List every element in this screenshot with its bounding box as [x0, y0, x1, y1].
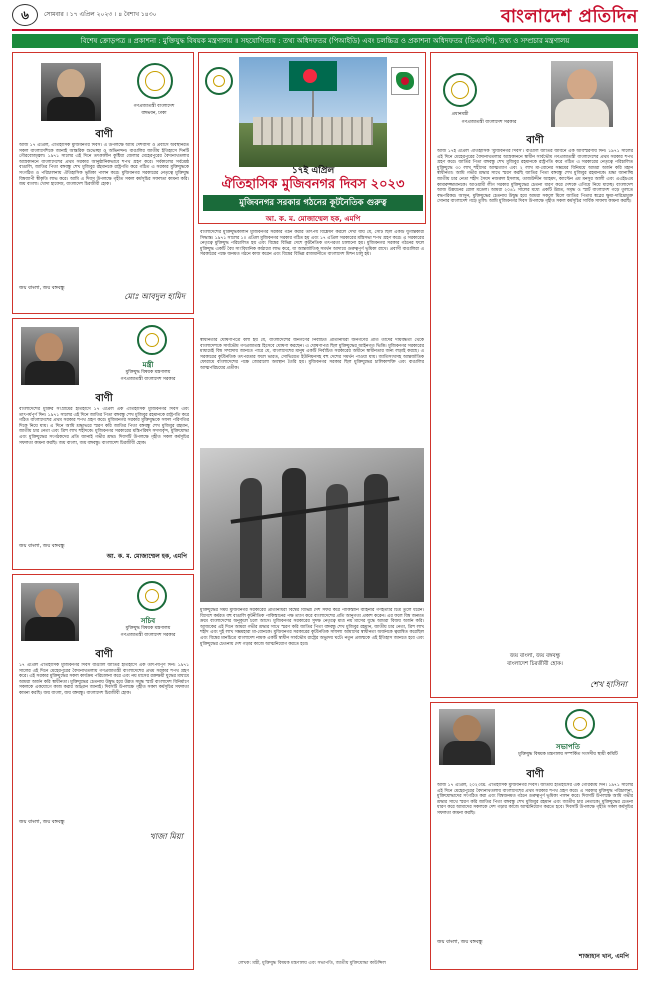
pm-seal-label: প্রধানমন্ত্রী: [451, 112, 469, 117]
office-label: বঙ্গভবন, ঢাকা: [141, 111, 167, 116]
article-paragraph-3: মুক্তিযুদ্ধের সময় মুজিবনগর সরকারের প্রতিনিধিরা বিশ্বের বিভিন্ন দেশ সফর করে পাকিস্তানি বাহিনীর গণহত্যার চিত্র তুলে ধরেন। বিদেশে কর্মরত বহু বাঙালি কূটনীতিক পাকিস্তানের পক্ষ ত্যাগ করে বাংলাদেশের প্রতি আনুগত্য প্রকাশ করেন। এর ফলে বিশ্ব জনমত ক্রমে বাংলাদেশের অনুকূলে চলে আসে। মুজিবনগর সরকারের সুদক্ষ নেতৃত্বে মাত্র নয় মাসের যুদ্ধে আমরা বিজয় অর্জন করি। আজকের এই দিনে আমরা গভীর শ্রদ্ধার সাথে স্মরণ করি জাতির পিতা বঙ্গবন্ধু শেখ মুজিবুর রহমান, জাতীয় চার নেতা, ত্রিশ লাখ শহীদ এবং দুই লাখ সম্ভ্রমহারা মা-বোনকে। মুজিবনগর সরকারের কূটনৈতিক সাফল্য আমাদের স্বাধীনতা অর্জনকে ত্বরান্বিত করেছিল এবং বিশ্বের মানচিত্রে বাংলাদেশ নামক একটি স্বাধীন সার্বভৌম রাষ্ট্রের অভ্যুদয় ঘটে। নতুন প্রজন্মকে এই ইতিহাস জানতে হবে এবং মুক্তিযুদ্ধের চেতনায় দেশ গড়ার কাজে আত্মনিয়োগ করতে হবে।: [200, 608, 424, 647]
article-author: আ. ক. ম. মোজাম্মেল হক, এমপি: [265, 215, 361, 223]
hero-box: [198, 52, 426, 224]
president-signature: মোঃ আবদুল হামিদ: [124, 292, 185, 301]
mp-photo: [439, 709, 495, 765]
secretary-photo: [21, 583, 79, 641]
suit-shape: [47, 97, 95, 121]
mp-closing: জয় বাংলা, জয় বঙ্গবন্ধু: [437, 939, 483, 945]
minister-photo: [21, 327, 79, 385]
pm-heading: বাণী: [526, 135, 544, 146]
secretary-signature: খাজা মিয়া: [149, 832, 183, 841]
minister-body: বাংলাদেশের মুক্তির সংগ্রামের ইতিহাসে ১৭ এপ্রিল এক ঐতিহাসিক মুজিবনগর দিবস এবং তাৎপর্যপূর্ণ দিন। ১৯৭১ সালের এই দিনে জাতির পিতা বঙ্গবন্ধু শেখ মুজিবুর রহমানকে রাষ্ট্রপতি করে গঠিত বাংলাদেশের প্রথম সরকার শপথ গ্রহণ করে। মুজিবনগর সরকার মুক্তিযুদ্ধকে সফল পরিণতির দিকে নিয়ে যায়। এ দিনে আমি শ্রদ্ধাভরে স্মরণ করি জাতির পিতা বঙ্গবন্ধু শেখ মুজিবুর রহমান, জাতীয় চার নেতা এবং ত্রিশ লাখ শহীদকে। মুজিবনগর সরকারের মন্ত্রিপরিষদ সদস্যবৃন্দ, মুক্তিযোদ্ধা এবং মুক্তিযুদ্ধের সংগঠকদের প্রতি জানাই গভীর শ্রদ্ধা। দিবসটি উপলক্ষে গৃহীত সকল কর্মসূচির সফলতা কামনা করছি। জয় বাংলা, জয় বঙ্গবন্ধু। বাংলাদেশ চিরজীবী হোক।: [19, 407, 189, 446]
government-seal-icon: [205, 67, 233, 95]
supplement-banner: বিশেষ ক্রোড়পত্র ॥ প্রকাশনা : মুক্তিযুদ্ধ বিষয়ক মন্ত্রণালয় ॥ সহযোগিতায় : তথ্য অধিদফতর (পিআইডি) এবং চলচ্চিত্র ও প্রকাশনা অধিদফতর (ডিএফপি), তথ্য ও সম্প্রচার মন্ত্রণালয়: [12, 34, 638, 48]
president-closing: জয় বাংলা, জয় বঙ্গবন্ধু: [19, 285, 65, 291]
article-footer: লেখক: মন্ত্রী, মুক্তিযুদ্ধ বিষয়ক মন্ত্রণালয় এবং সভাপতি, জাতীয় মুক্তিযোদ্ধা কাউন্সিল: [238, 961, 386, 966]
freedom-fighters-photo: [200, 448, 424, 602]
secretary-ministry: মুক্তিযুদ্ধ বিষয়ক মন্ত্রণালয়: [125, 626, 171, 631]
figure-shape: [282, 468, 306, 598]
parliament-seal-icon: [565, 709, 595, 739]
mp-role: সভাপতি: [556, 743, 580, 751]
minister-ministry: মুক্তিযুদ্ধ বিষয়ক মন্ত্রণালয়: [125, 370, 171, 375]
mp-signature: শাজাহান খান, এমপি: [578, 953, 629, 960]
pm-republic: গণপ্রজাতন্ত্রী বাংলাদেশ সরকার: [461, 120, 517, 125]
page-number: ৬: [12, 4, 38, 26]
secretary-role: সচিব: [140, 617, 156, 625]
pm-signature: শেখ হাসিনা: [590, 680, 627, 689]
right-column: [430, 52, 638, 970]
president-heading: বাণী: [95, 129, 113, 140]
minister-heading: বাণী: [95, 393, 113, 404]
suit-shape: [25, 617, 75, 641]
face-shape: [453, 715, 481, 743]
ministry-seal-icon: [137, 325, 167, 355]
dateline: সোমবার । ১৭ এপ্রিল ২০২৩ । ৪ বৈশাখ ১৪৩০: [44, 11, 157, 18]
secretary-message-box: [12, 574, 194, 970]
newspaper-logo: বাংলাদেশ প্রতিদিন: [500, 6, 638, 27]
pm-seal-icon: [443, 73, 477, 107]
memorial-structure: [253, 117, 373, 145]
minister-signature: আ. ক. ম. মোজাম্মেল হক, এমপি: [106, 553, 187, 560]
president-seal-icon: [137, 63, 173, 99]
mp-body: আজ ১৭ এপ্রিল, ২০২৩খ্রি. ঐতিহাসিক মুজিবনগর দিবস। জাতীয় ইতিহাসের এক গৌরবময় দিন। ১৯৭১ সালের এই দিনে মেহেরপুরের বৈদ্যনাথতলায় বাংলাদেশের প্রথম সরকার শপথ গ্রহণ করে। এ সরকার মুক্তিযুদ্ধ পরিচালনা, মুক্তিযোদ্ধাদের সংগঠিত করা এবং বিশ্বজনমত গঠনে গুরুত্বপূর্ণ ভূমিকা পালন করে। দিবসটি উপলক্ষে আমি গভীর শ্রদ্ধার সাথে স্মরণ করি জাতির পিতা বঙ্গবন্ধু শেখ মুজিবুর রহমান এবং জাতীয় চার নেতাকে। মুক্তিযুদ্ধের চেতনা ধারণ করে আমাদের সকলকে দেশ গড়ার কাজে আত্মনিয়োগ করতে হবে। দিবসটি উপলক্ষে গৃহীত সকল কর্মসূচির সফলতা কামনা করছি।: [437, 783, 633, 816]
minister-republic: গণপ্রজাতন্ত্রী বাংলাদেশ সরকার: [120, 377, 176, 382]
pm-closing: জয় বাংলা, জয় বঙ্গবন্ধু বাংলাদেশ চিরজীবী হোক।: [507, 653, 563, 667]
mp-heading: বাণী: [526, 769, 544, 780]
secretary-closing: জয় বাংলা, জয় বঙ্গবন্ধু: [19, 819, 65, 825]
saree-shape: [555, 99, 609, 127]
masthead-rule: [12, 29, 638, 31]
face-shape: [57, 69, 85, 99]
ministry-seal-icon: [137, 581, 167, 611]
flag-icon: [289, 61, 337, 91]
figure-shape: [326, 484, 348, 598]
figure-shape: [240, 478, 262, 598]
map-dot: [401, 77, 409, 85]
figure-shape: [364, 474, 388, 598]
article-paragraph-2: স্বাধীনতার ঘোষণাপত্রে বলা হয় যে, বাংলাদেশের জনগণের নির্বাচিত প্রতিনিধিরা জনগণের প্রতি তাঁদের দায়বদ্ধতা থেকে বাংলাদেশকে সার্বভৌম গণপ্রজাতন্ত্র হিসেবে ঘোষণা করছেন। এ ঘোষণাপত্র ছিল মুক্তিযুদ্ধের আইনগত ভিত্তি। মুজিবনগর সরকারের মাধ্যমেই বিশ্ব সম্প্রদায় জানতে পারে যে, বাংলাদেশের মানুষ একটি নির্বাচিত সরকারের অধীনে স্বাধীনতার জন্য লড়াই করছে। এ সরকারের কূটনৈতিক তৎপরতার ফলে ভারত, সোভিয়েত ইউনিয়নসহ বহু দেশের সমর্থন পাওয়া যায়। জাতিসংঘসহ আন্তর্জাতিক ফোরামে বাংলাদেশের পক্ষে জোরালো অবস্থান তৈরি হয়। মুজিবনগর সরকার ছিল মুক্তিযুদ্ধের চালিকাশক্তি এবং বাঙালির আত্মপরিচয়ের প্রতীক।: [200, 338, 424, 371]
suit-shape: [25, 361, 75, 385]
article-paragraph-1: বাংলাদেশের মুক্তিযুদ্ধকালীন মুজিবনগর সরকার গঠন করার তাৎপর্য বিশ্লেষণ করলে দেখা যায় যে, সেটি ছিল একটি যুগান্তকারী সিদ্ধান্ত। ১৯৭১ সালের ১০ এপ্রিল মুজিবনগর সরকার গঠিত হয় এবং ১৭ এপ্রিল সরকারের মন্ত্রিসভা শপথ গ্রহণ করে। এ সরকারের নেতৃত্বে মুক্তিযুদ্ধ পরিচালিত হয় এবং বিশ্বের বিভিন্ন দেশে কূটনৈতিক তৎপরতা চালানো হয়। মুজিবনগর সরকার গঠনের ফলে মুক্তিযুদ্ধ একটি বৈধ সাংবিধানিক কাঠামো লাভ করে, যা আন্তর্জাতিক সমর্থন আদায়ে গুরুত্বপূর্ণ ভূমিকা রাখে। প্রবাসী বাঙালিরা এ সরকারের পক্ষে জনমত গঠনে কাজ করেন এবং বিশ্বের বিভিন্ন রাজধানীতে বাংলাদেশ মিশন চালু হয়।: [200, 230, 424, 258]
face-shape: [35, 333, 63, 363]
seal-label: গণপ্রজাতন্ত্রী বাংলাদেশ: [133, 104, 175, 109]
secretary-body: ১৭ এপ্রিল ঐতিহাসিক মুজিবনগর দিবস বাঙালি জাতির ইতিহাসে এক তাৎপর্যপূর্ণ দিন। ১৯৭১ সালের এই দিনে মেহেরপুরের বৈদ্যনাথতলায় গণপ্রজাতন্ত্রী বাংলাদেশের প্রথম সরকার শপথ গ্রহণ করে। এই সরকার মুক্তিযুদ্ধের সকল কার্যক্রম পরিচালনা করে এবং নয় মাসের রক্তক্ষয়ী যুদ্ধের মাধ্যমে আমরা অর্জন করি স্বাধীনতা। মুক্তিযুদ্ধের চেতনায় উদ্বুদ্ধ হয়ে উন্নত সমৃদ্ধ স্মার্ট বাংলাদেশ বিনির্মাণে সকলকে একযোগে কাজ করার আহ্বান জানাই। দিবসটি উপলক্ষে গৃহীত সকল কর্মসূচির সফলতা কামনা করছি। জয় বাংলা, জয় বঙ্গবন্ধু। বাংলাদেশ চিরজীবী হোক।: [19, 663, 189, 696]
main-headline: ঐতিহাসিক মুজিবনগর দিবস ২০২৩: [221, 177, 405, 192]
event-date: ১৭ই এপ্রিল: [291, 166, 335, 176]
article-title: মুজিবনগর সরকার গঠনের কূটনৈতিক গুরুত্ব: [203, 195, 423, 211]
center-column: [198, 52, 426, 970]
minister-message-box: [12, 318, 194, 570]
pm-body: আজ ১৭ই এপ্রিল ঐতিহাসিক 'মুজিবনগর দিবস'। বাঙালি জাতির জীবনে এক অবিস্মরণীয় দিন। ১৯৭১ সালের এই দিনে মেহেরপুরের বৈদ্যনাথতলার আম্রকাননে স্বাধীন সার্বভৌম গণপ্রজাতন্ত্রী বাংলাদেশের প্রথম সরকার শপথ গ্রহণ করে। জাতির পিতা বঙ্গবন্ধু শেখ মুজিবুর রহমানকে রাষ্ট্রপতি করে গঠিত এ সরকারের নেতৃত্বে পরিচালিত মুক্তিযুদ্ধে ৩০ লাখ শহীদের আত্মত্যাগ এবং ২ লাখ মা-বোনের সম্ভ্রমের বিনিময়ে আমরা অর্জন করি মহান স্বাধীনতা। আমি গভীর শ্রদ্ধার সাথে স্মরণ করছি জাতির পিতা বঙ্গবন্ধু শেখ মুজিবুর রহমানকে। শ্রদ্ধা জানাচ্ছি জাতীয় চার নেতা শহীদ সৈয়দ নজরুল ইসলাম, তাজউদ্দীন আহমদ, ক্যাপ্টেন এম মনসুর আলী এবং এএইচএম কামারুজ্জামানকে। আওয়ামী লীগ সরকার মুক্তিযুদ্ধের চেতনা ধারণ করে দেশকে এগিয়ে নিয়ে যাচ্ছে। বাংলাদেশ আজ উন্নয়নের রোল মডেল। আমরা ২০৪১ সালের মধ্যে একটি উন্নত, সমৃদ্ধ ও স্মার্ট বাংলাদেশ গড়ে তুলতে বদ্ধপরিকর। আসুন, মুক্তিযুদ্ধের চেতনায় উদ্বুদ্ধ হয়ে আমরা সকলে মিলে জাতির পিতার স্বপ্নের ক্ষুধা-দারিদ্র্যমুক্ত সোনার বাংলাদেশ গড়ে তুলি। আমি মুজিবনগর দিবস উপলক্ষে গৃহীত সকল কর্মসূচির সার্বিক সাফল্য কামনা করছি।: [437, 149, 633, 205]
mp-message-box: [430, 702, 638, 970]
president-photo: [41, 63, 101, 121]
pm-message-box: [430, 52, 638, 698]
left-column: [12, 52, 194, 970]
mp-committee: মুক্তিযুদ্ধ বিষয়ক মন্ত্রণালয় সম্পর্কিত সংসদীয় স্থায়ী কমিটি: [518, 752, 618, 757]
secretary-heading: বাণী: [95, 649, 113, 660]
suit-shape: [443, 741, 491, 765]
memorial-photo: [239, 57, 387, 167]
face-shape: [35, 589, 63, 619]
flag-circle: [303, 69, 317, 83]
minister-closing: জয় বাংলা, জয় বঙ্গবন্ধু: [19, 543, 65, 549]
president-message-box: [12, 52, 194, 314]
secretary-republic: গণপ্রজাতন্ত্রী বাংলাদেশ সরকার: [120, 633, 176, 638]
map-logo-icon: [391, 67, 419, 95]
president-body: আজ ১৭ এপ্রিল, ঐতিহাসিক মুজিবনগর দিবস। এ উপলক্ষে আমি দেশবাসী ও প্রবাসে অবস্থানরত সকল বাংলাদেশিকে জানাই আন্তরিক শুভেচ্ছা ও অভিনন্দন। বাঙালির জাতীয় ইতিহাসে দিনটি গৌরবোজ্জ্বল। ১৯৭১ সালের এই দিনে তৎকালীন কুষ্টিয়া জেলার মেহেরপুরের বৈদ্যনাথতলার আম্রকাননে বাংলাদেশের প্রথম সরকার আনুষ্ঠানিকভাবে শপথ গ্রহণ করে। সর্বকালের সর্বশ্রেষ্ঠ বাঙালি, জাতির পিতা বঙ্গবন্ধু শেখ মুজিবুর রহমানকে রাষ্ট্রপতি করে গঠিত এ সরকার মুক্তিযুদ্ধকে সংগঠিত ও পরিচালনায় ঐতিহাসিক ভূমিকা পালন করে। মুজিবনগর সরকারের নেতৃত্বে মুক্তিযুদ্ধ বিশ্বব্যাপী স্বীকৃতি লাভ করে। আমি এ দিবস উপলক্ষে গৃহীত সকল কর্মসূচির সফলতা কামনা করি। জয় বাংলা। খোদা হাফেজ, বাংলাদেশ চিরজীবী হোক।: [19, 143, 189, 188]
pm-photo: [551, 61, 613, 127]
face-shape: [567, 69, 597, 101]
minister-role: মন্ত্রী: [142, 361, 154, 369]
